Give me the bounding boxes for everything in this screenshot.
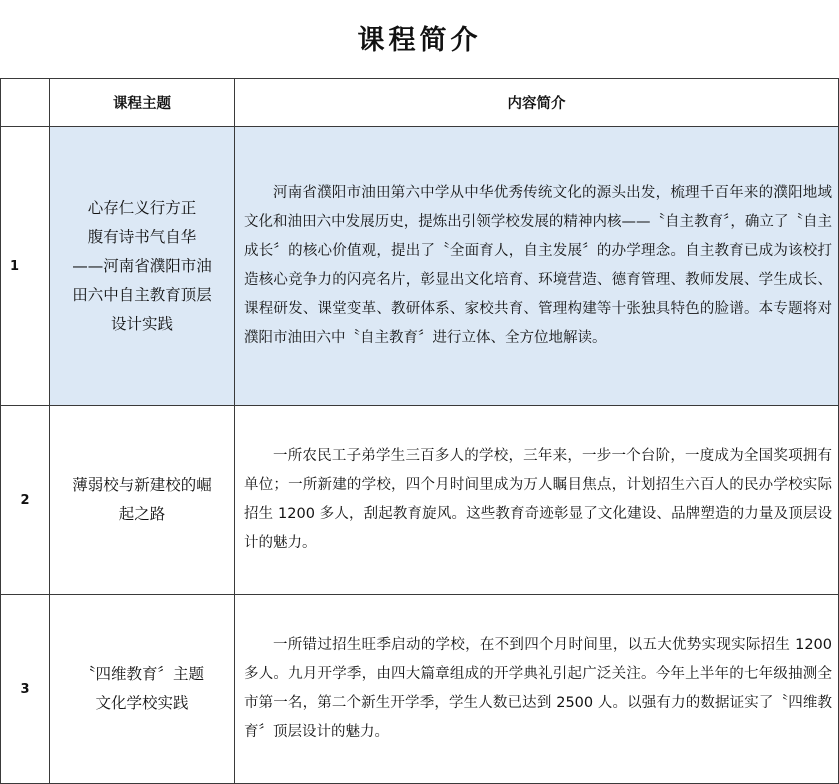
course-description — [235, 595, 839, 784]
topic-line: 腹有诗书气自华 — [87, 227, 197, 246]
header-topic: 课程主题 — [50, 79, 235, 127]
topic-line: 文化学校实践 — [95, 694, 189, 712]
table-header-row — [1, 79, 839, 127]
topic-line: 设计实践 — [110, 314, 173, 333]
row-number: 2 — [1, 406, 50, 595]
description-text: 一所农民工子弟学生三百多人的学校，三年来，一步一个台阶，一度成为全国奖项拥有单位；一所新建的学校，四个月时间里成为万人瞩目焦点，计划招生六百人的民办学校实际招生 1200 多人，刮起教育旋风。这些教育奇迹彰显了文化建设、品牌塑造的力量及顶层设计的魅力。 — [244, 448, 832, 551]
course-topic — [50, 595, 235, 784]
description-text: 河南省濮阳市油田第六中学从中华优秀传统文化的源头出发，梳理千百年来的濮阳地域文化和油田六中发展历史，提炼出引领学校发展的精神内核——〝自主教育〞，确立了〝自主 成长〞的核心价值观，提出了〝全面育人，自主发展〞的办学理念。自主教育已成为该校打造核心竞争力的闪亮名片，彰显出文化培育、环境营造、德育管理、教师发展、学生成长、课程研发、课堂变革、教研体系、家校共育、管理构建等十张独具特色的脸谱。本专题将对濮阳市油田六中〝自主教育〞进行立体、全方位地解读。 — [244, 185, 832, 346]
topic-line: 〝四维教育〞主题 — [79, 665, 204, 683]
topic-line: 田六中自主教育顶层 — [72, 285, 212, 304]
row-number: 3 — [1, 595, 50, 784]
table-row — [1, 595, 839, 784]
topic-line: 心存仁义行方正 — [87, 198, 197, 217]
course-table — [0, 78, 839, 784]
course-description — [235, 127, 839, 406]
description-text: 一所错过招生旺季启动的学校，在不到四个月时间里，以五大优势实现实际招生 1200 多人。九月开学季，由四大篇章组成的开学典礼引起广泛关注。今年上半年的七年级抽测全市第一名，第二个新生开学季，学生人数已达到 2500 人。以强有力的数据证实了〝四维教育〞顶层设计的魅力。 — [244, 637, 832, 740]
page-title: 课程简介 — [357, 25, 482, 56]
topic-line: ——河南省濮阳市油 — [72, 256, 212, 275]
header-index — [1, 79, 50, 127]
course-topic — [50, 406, 235, 595]
table-row — [1, 406, 839, 595]
course-topic — [50, 127, 235, 406]
course-description — [235, 406, 839, 595]
topic-line: 薄弱校与新建校的崛 — [72, 476, 212, 494]
row-number: 1 — [1, 127, 50, 406]
table-row — [1, 127, 839, 406]
topic-line: 起之路 — [118, 505, 166, 523]
header-description: 内容简介 — [235, 79, 839, 127]
